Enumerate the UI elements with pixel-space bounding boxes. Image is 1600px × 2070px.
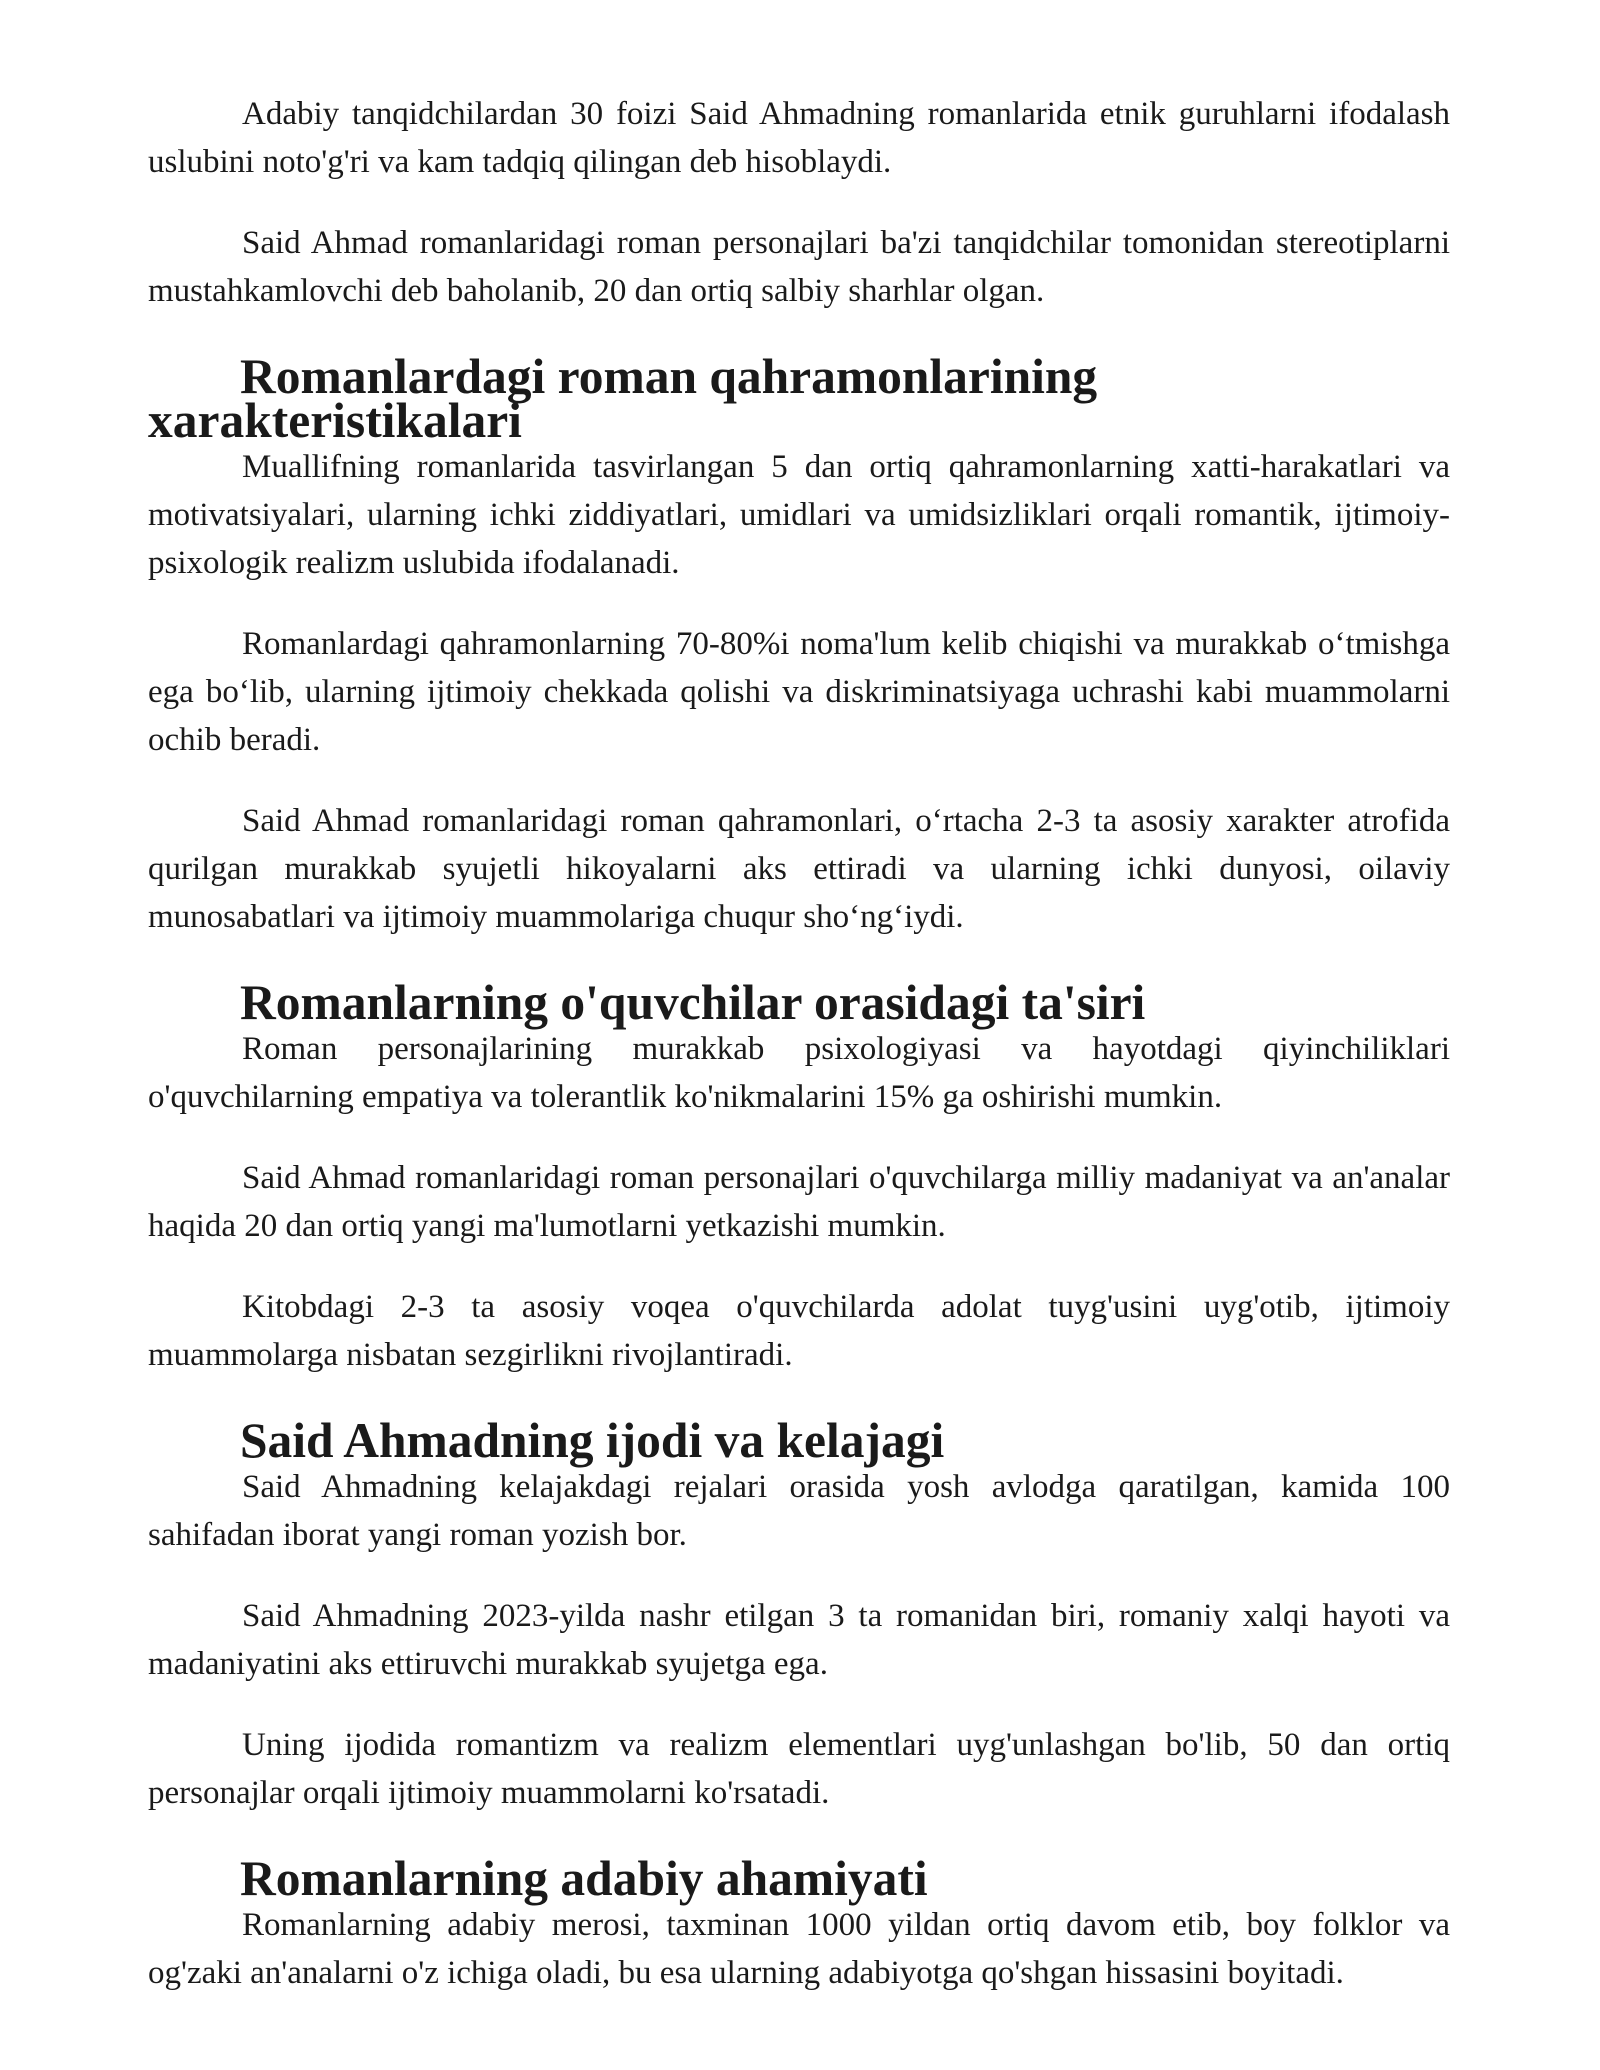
section-paragraph: Romanlardagi qahramonlarning 70-80%i noma'lum kelib chiqishi va murakkab o‘tmishga ega bo‘lib, ularning ijtimoiy chekkada qolishi va diskriminatsiyaga uchrashi kabi muammolarni ochib beradi. — [148, 626, 1450, 758]
section-heading: Romanlarning adabiy ahamiyati — [240, 1851, 928, 1906]
section-paragraph: Said Ahmadning 2023-yilda nashr etilgan 3 ta romanidan biri, romaniy xalqi hayoti va madaniyatini aks ettiruvchi murakkab syujetga ega. — [148, 1598, 1450, 1682]
section-paragraph: Roman personajlarining murakkab psixologiyasi va hayotdagi qiyinchiliklari o'quvchilarning empatiya va tolerantlik ko'nikmalarini 15% ga oshirishi mumkin. — [148, 1031, 1450, 1115]
document-page — [148, 90, 1450, 2030]
section-paragraph: Kitobdagi 2-3 ta asosiy voqea o'quvchilarda adolat tuyg'usini uyg'otib, ijtimoiy muammolarga nisbatan sezgirlikni rivojlantiradi. — [148, 1289, 1450, 1373]
intro-paragraph-2: Said Ahmad romanlaridagi roman personajlari ba'zi tanqidchilar tomonidan stereotiplarni mustahkamlovchi deb baholanib, 20 dan ortiq salbiy sharhlar olgan. — [148, 225, 1450, 309]
section-heading: Romanlardagi roman qahramonlarining xarakteristikalari — [148, 349, 1098, 448]
section-paragraph: Said Ahmad romanlaridagi roman personajlari o'quvchilarga milliy madaniyat va an'analar haqida 20 dan ortiq yangi ma'lumotlarni yetkazishi mumkin. — [148, 1160, 1450, 1244]
intro-paragraph-1: Adabiy tanqidchilardan 30 foizi Said Ahmadning romanlarida etnik guruhlarni ifodalash uslubini noto'g'ri va kam tadqiq qilingan deb hisoblaydi. — [148, 96, 1450, 180]
section-paragraph: Uning ijodida romantizm va realizm elementlari uyg'unlashgan bo'lib, 50 dan ortiq personajlar orqali ijtimoiy muammolarni ko'rsatadi. — [148, 1727, 1450, 1811]
section-future — [148, 1413, 1450, 1817]
section-literary-significance — [148, 1851, 1450, 1997]
section-paragraph: Said Ahmad romanlaridagi roman qahramonlari, o‘rtacha 2-3 ta asosiy xarakter atrofida qurilgan murakkab syujetli hikoyalarni aks ettiradi va ularning ichki dunyosi, oilaviy munosabatlari va ijtimoiy muammolariga chuqur sho‘ng‘iydi. — [148, 803, 1450, 935]
section-characters — [148, 349, 1450, 941]
section-paragraph: Said Ahmadning kelajakdagi rejalari orasida yosh avlodga qaratilgan, kamida 100 sahifadan iborat yangi roman yozish bor. — [148, 1469, 1450, 1553]
section-heading: Romanlarning o'quvchilar orasidagi ta'siri — [240, 975, 1146, 1030]
section-paragraph: Romanlarning adabiy merosi, taxminan 1000 yildan ortiq davom etib, boy folklor va og'zaki an'analarni o'z ichiga oladi, bu esa ularning adabiyotga qo'shgan hissasini boyitadi. — [148, 1907, 1450, 1991]
section-paragraph: Muallifning romanlarida tasvirlangan 5 dan ortiq qahramonlarning xatti-harakatlari va motivatsiyalari, ularning ichki ziddiyatlari, umidlari va umidsizliklari orqali romantik, ijtimoiy-psixologik realizm uslubida ifodalanadi. — [148, 449, 1450, 581]
section-heading: Said Ahmadning ijodi va kelajagi — [240, 1413, 945, 1468]
section-reader-impact — [148, 975, 1450, 1379]
